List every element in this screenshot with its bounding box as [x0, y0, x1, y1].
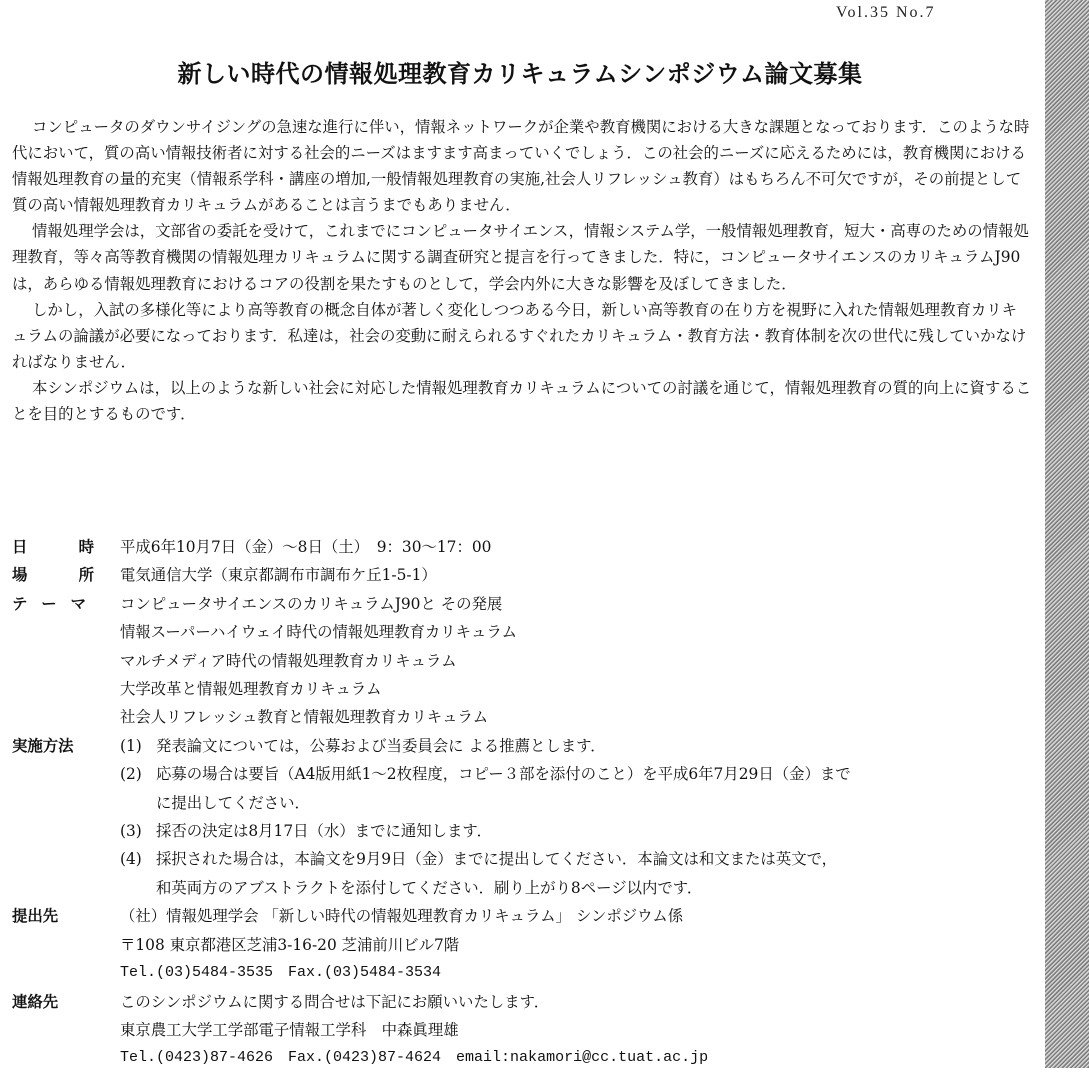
detail-datetime	[12, 533, 1032, 561]
item-line: 発表論文については，公募および当委員会に よる推薦とします．	[156, 736, 606, 755]
detail-value: 電気通信大学（東京都調布市調布ケ丘1-5-1）	[120, 566, 437, 585]
label-char: マ	[70, 594, 86, 613]
label-char: 所	[78, 566, 94, 585]
label-char: 場	[12, 566, 28, 585]
page-title: 新しい時代の情報処理教育カリキュラムシンポジウム論文募集	[177, 60, 863, 88]
item-number: (3)	[120, 822, 142, 841]
item-line: 採択された場合は，本論文を9月9日（金）までに提出してください．本論文は和文または英文で，	[156, 850, 838, 869]
detail-label	[12, 590, 86, 732]
method-item	[120, 817, 1032, 845]
label-char: ー	[41, 594, 57, 613]
detail-label: 提出先	[12, 907, 59, 926]
item-text	[156, 817, 1032, 845]
detail-value: 平成6年10月7日（金）～8日（土） 9：30～17：00	[120, 538, 492, 556]
volume-number: Vol.35 No.7	[836, 4, 936, 21]
paragraph: コンピュータのダウンサイジングの急速な進行に伴い，情報ネットワークが企業や教育機関における大きな課題となっております．このような時代において，質の高い情報技術者に対する社会的ニーズはますます高まっていくでしょう．この社会的ニーズに応えるためには，教育機関における情報処理教育の量的充実（情報系学科・講座の増加,一般情報処理教育の実施,社会人リフレッシュ教育）はもちろん不可欠ですが，その前提として質の高い情報処理教育カリキュラムがあることは言うまでもありません．	[12, 118, 1030, 215]
label-char: 日	[12, 538, 28, 556]
detail-label: 実施方法	[12, 736, 74, 755]
detail-method	[12, 732, 1032, 902]
method-item	[120, 760, 1032, 817]
submission-phone: Tel.(03)5484-3535 Fax.(03)5484-3534	[120, 964, 442, 982]
scan-edge	[1045, 0, 1089, 1068]
item-text	[156, 845, 1032, 902]
detail-submission	[12, 902, 1032, 987]
theme-item: 大学改革と情報処理教育カリキュラム	[120, 680, 382, 699]
contact-line: このシンポジウムに関する問合せは下記にお願いいたします．	[120, 992, 550, 1011]
theme-list	[120, 590, 1032, 732]
method-item	[120, 845, 1032, 902]
method-item	[120, 732, 1032, 760]
submission-line: （社）情報処理学会 「新しい時代の情報処理教育カリキュラム」 シンポジウム係	[120, 907, 684, 926]
contact-person: 東京農工大学工学部電子情報工学科 中森眞理雄	[120, 1020, 459, 1039]
item-text	[156, 760, 1032, 817]
item-text	[156, 732, 1032, 760]
method-list	[120, 732, 1032, 902]
detail-label	[12, 561, 94, 589]
item-number: (2)	[120, 765, 142, 784]
paragraph: 本シンポジウムは，以上のような新しい社会に対応した情報処理教育カリキュラムについての討議を通じて，情報処理教育の質的向上に資することを目的とするものです．	[12, 378, 1032, 424]
item-number: (4)	[120, 850, 142, 869]
submission-info	[120, 902, 1032, 987]
label-char: テ	[12, 594, 28, 613]
body-text	[12, 114, 1032, 427]
contact-phone-email: Tel.(0423)87-4626 Fax.(0423)87-4624 email:nakamori@cc.tuat.ac.jp	[120, 1049, 709, 1067]
detail-theme	[12, 590, 1032, 732]
item-line: 応募の場合は要旨（A4版用紙1～2枚程度，コピー３部を添付のこと）を平成6年7月29日（金）まで	[156, 765, 851, 784]
label-char: 時	[78, 538, 94, 556]
item-line: 採否の決定は8月17日（水）までに通知します．	[156, 822, 492, 841]
detail-contact	[12, 988, 1032, 1073]
detail-label: 連絡先	[12, 992, 59, 1011]
detail-label	[12, 533, 94, 561]
paragraph: 情報処理学会は，文部省の委託を受けて，これまでにコンピュータサイエンス，情報システム学，一般情報処理教育，短大・高専のための情報処理教育，等々高等教育機関の情報処理カリキュラムに関する調査研究と提言を行ってきました．特に，コンピュータサイエンスのカリキュラムJ90は，あらゆる情報処理教育におけるコアの役割を果たすものとして，学会内外に大きな影響を及ぼしてきました．	[12, 222, 1029, 293]
item-line: に提出してください．	[156, 793, 310, 812]
item-number: (1)	[120, 736, 142, 755]
theme-item: マルチメディア時代の情報処理教育カリキュラム	[120, 651, 457, 670]
detail-venue	[12, 561, 1032, 589]
theme-item: 情報スーパーハイウェイ時代の情報処理教育カリキュラム	[120, 623, 518, 642]
theme-item: 社会人リフレッシュ教育と情報処理教育カリキュラム	[120, 708, 489, 727]
theme-item: コンピュータサイエンスのカリキュラムJ90と その発展	[120, 594, 503, 613]
paragraph: しかし，入試の多様化等により高等教育の概念自体が著しく変化しつつある今日，新しい高等教育の在り方を視野に入れた情報処理教育カリキュラムの論議が必要になっております．私達は，社会の変動に耐えられるすぐれたカリキュラム・教育方法・教育体制を次の世代に残していかなければなりません．	[12, 300, 1027, 371]
submission-address: 〒108 東京都港区芝浦3-16-20 芝浦前川ビル7階	[120, 935, 460, 954]
item-line: 和英両方のアブストラクトを添付してください．刷り上がり8ページ以内です．	[156, 878, 703, 897]
event-details	[12, 533, 1032, 1073]
contact-info	[120, 988, 1032, 1073]
